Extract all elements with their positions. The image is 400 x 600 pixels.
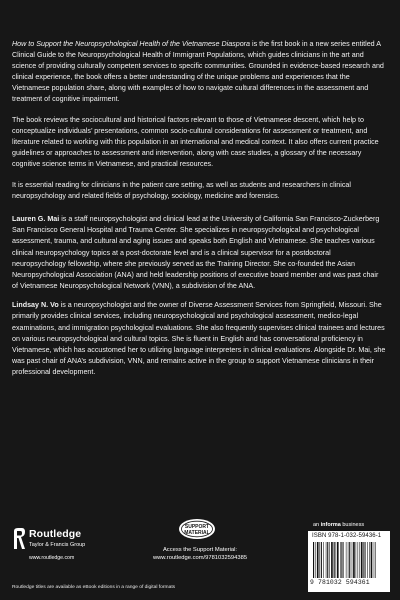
author-name: Lauren G. Mai — [12, 215, 60, 224]
informa-suffix: business — [340, 522, 365, 528]
informa-brand: informa — [320, 522, 341, 528]
isbn-label: ISBN 978-1-032-59436-1 — [312, 533, 382, 539]
description-text: is the first book in a new series entitled A Clinical Guide to the Neuropsychological Health of Immigrant Populations, which guides clinicians in the art and science of providing culturally competent services to specific communities. Grounded in evidence-based research and clinical experience, the book offers a better understanding of the unique problems and experiences that the Vietnamese population share, along with examples of how to navigate cultural differences in the assessment and treatment of cognitive impairment. — [12, 40, 384, 104]
support-material-badge-icon — [178, 518, 216, 540]
author-bio-text: is a neuropsychologist and the owner of Diverse Assessment Services from Springfield, Missouri. She primarily provides clinical services, including neuropsychological and psychological assessment, medico-legal examinations, and immigration psychological evaluations. She also frequently supervises clinical trainees and lectures on various neuropsychological and cultural topics. She is fluent in English and has conversational proficiency in Vietnamese, which has accustomed her to utilizing language interpreters in clinical evaluations. Alongside Dr. Mai, she was past chair of ANA’s subdivision, VNN, and remains active in the group to support Vietnamese clinicians in their professional development. — [12, 301, 386, 376]
barcode-icon — [312, 542, 386, 578]
publisher-group: Taylor & Francis Group — [29, 542, 86, 548]
support-material-link[interactable]: www.routledge.com/9781032594385 — [152, 555, 248, 561]
routledge-logo — [12, 527, 112, 571]
badge-line-2: MATERIAL — [184, 530, 210, 536]
support-caption-line-1: Access the Support Material: — [162, 547, 238, 553]
routledge-logo-icon — [12, 527, 26, 551]
author-bio-text: is a staff neuropsychologist and clinical lead at the University of California San Francisco-Zuckerberg San Francisco General Hospital and Trauma Center. She specializes in neuropsychological and psychological assessment, trauma, and cultural and aging issues and speaks both English and Vietnamese. She teaches various clinical neuropsychology topics at a post-doctorate level and is a clinical supervisor for a postdoctoral neuropsychology fellowship, where she previously served as the Training Director. She co-founded the Asian Neuropsychological Association (ANA) and held leadership positions of executive board member and was past chair of Vietnamese Neuropsychological Network (VNN), a subdivision of the ANA. — [12, 215, 380, 290]
description-paragraph-3: It is essential reading for clinicians in the patient care setting, as well as students and researchers in clinical neuropsychology and related fields of psychology, sociology, medicine and forensics. — [12, 181, 351, 201]
barcode-digits: 9 781032 594361 — [310, 579, 370, 586]
cover-text — [12, 39, 386, 387]
badge-line-1: SUPPORT — [184, 524, 210, 530]
publisher-name: Routledge — [29, 528, 82, 540]
author-bio-2 — [12, 300, 386, 378]
description-paragraph-2: The book reviews the sociocultural and historical factors relevant to those of Vietnamese descent, which help to conceptualize individuals’ presentations, common socio-cultural considerations for assessment or treatment, and literature related to working with this population in an international and medical context. It also offers current practice guidelines or approaches to assessment and intervention, along with case studies, a glossary of the necessary cognitive science terms in Vietnamese, and practical resources. — [12, 116, 379, 169]
book-title: How to Support the Neuropsychological Health of the Vietnamese Diaspora — [12, 40, 251, 48]
author-bio-1 — [12, 214, 386, 292]
informa-prefix: an — [313, 522, 321, 528]
description-paragraph-1 — [12, 39, 386, 106]
author-name: Lindsay N. Vo — [12, 301, 59, 310]
isbn-barcode — [308, 531, 390, 592]
publisher-url: www.routledge.com — [29, 555, 75, 561]
informa-business-label — [313, 522, 364, 528]
ebook-availability-note: Routledge titles are available as eBook editions in a range of digital formats — [12, 585, 176, 590]
support-material-caption — [125, 546, 275, 562]
